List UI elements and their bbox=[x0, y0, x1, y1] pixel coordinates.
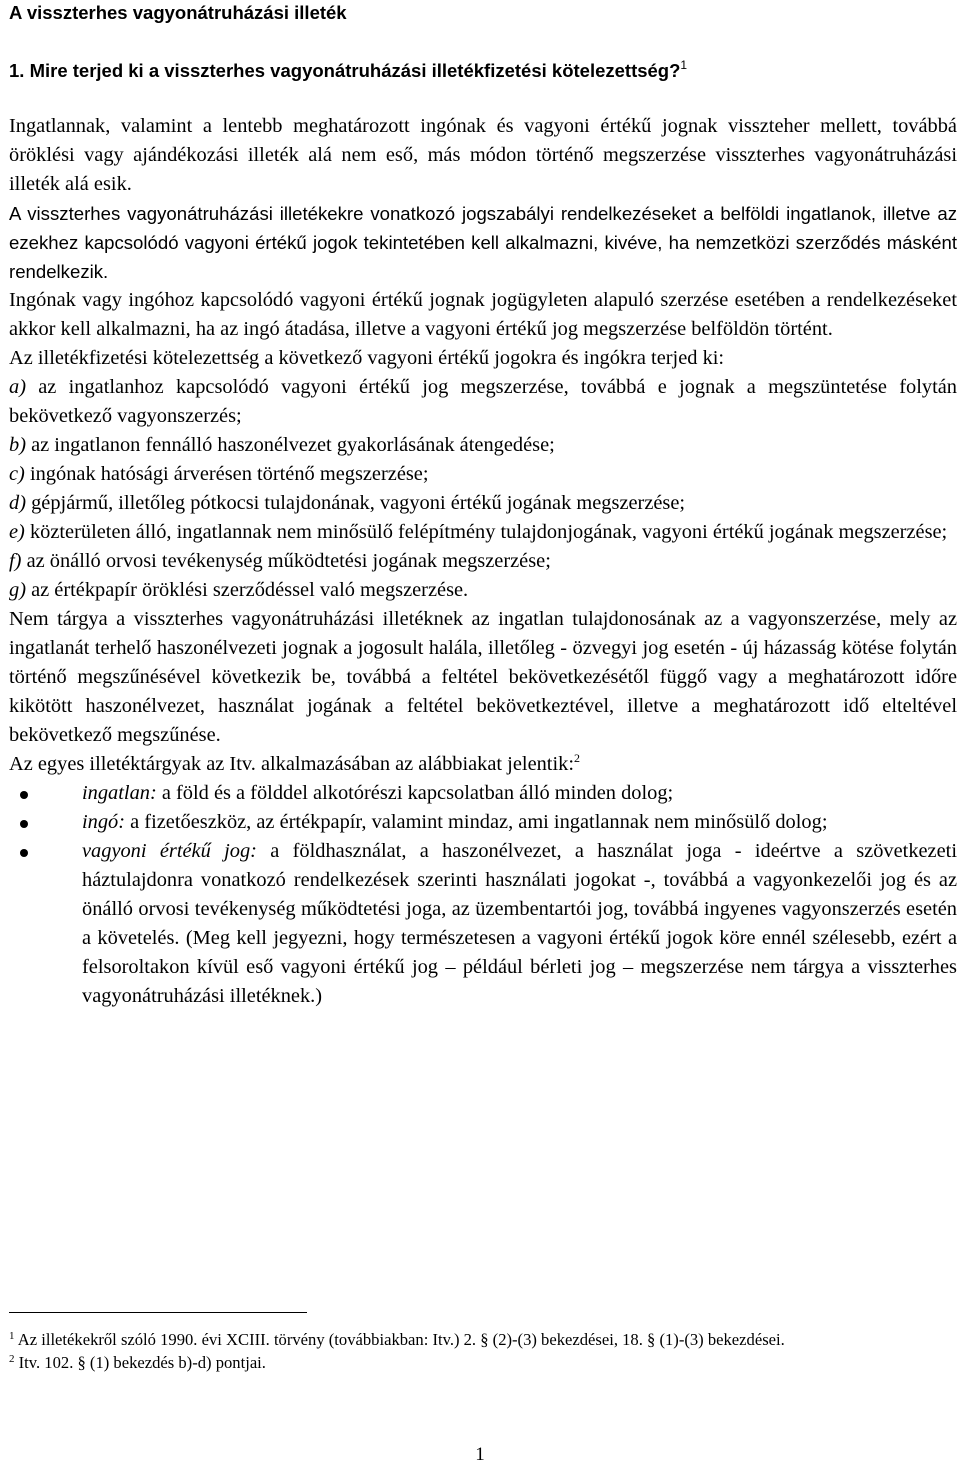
list-item-f bbox=[9, 547, 957, 576]
list-item-text: az ingatlanon fennálló haszonélvezet gyakorlásának átengedése; bbox=[26, 434, 555, 456]
definition-text: a földhasználat, a haszonélvezet, a használat joga - ideértve a szövetkezeti háztulajdonra vonatkozó rendelkezések szerinti használati jogokat -, továbbá a vagyonkezelői jog és az önálló orvosi tevékenység működtetési joga, az üzembentartói jog, továbbá ingyenes vagyonszerzés esetén a követelés. (Meg kell jegyezni, hogy természetesen a vagyoni értékű jogok köre ennél szélesebb, ezért a felsoroltakon kívül eső vagyoni értékű jog – például bérleti jog – megszerzése nem tárgya a visszterhes vagyonátruházási illetéknek.) bbox=[82, 840, 957, 1007]
list-item-b bbox=[9, 431, 957, 460]
footnote-text: Itv. 102. § (1) bekezdés b)-d) pontjai. bbox=[14, 1353, 266, 1372]
page-number: 1 bbox=[475, 1444, 485, 1465]
document-title: A visszterhes vagyonátruházási illeték bbox=[9, 2, 347, 23]
section-heading bbox=[9, 60, 687, 82]
list-item-label: c) bbox=[9, 463, 25, 485]
footnote-ref-2: 2 bbox=[574, 751, 581, 765]
list-item-label: e) bbox=[9, 521, 25, 543]
list-item-text: az értékpapír öröklési szerződéssel való megszerzése. bbox=[26, 579, 469, 601]
list-item-text: közterületen álló, ingatlannak nem minősülő felépítmény tulajdonjogának, vagyoni értékű jogának megszerzése; bbox=[24, 521, 948, 543]
list-item-g bbox=[9, 576, 957, 605]
footnote-number: 2 bbox=[9, 1353, 15, 1365]
body-text bbox=[9, 112, 957, 1011]
list-item-d bbox=[9, 489, 957, 518]
list-item-label: d) bbox=[9, 492, 26, 514]
list-item-a bbox=[9, 373, 957, 431]
footnote-number: 1 bbox=[9, 1330, 15, 1342]
bullet-icon bbox=[20, 820, 28, 828]
paragraph-6 bbox=[9, 750, 957, 779]
definition-list bbox=[9, 779, 957, 1011]
definition-text: a föld és a földdel alkotórészi kapcsolatban álló minden dolog; bbox=[156, 782, 674, 804]
paragraph-1: Ingatlannak, valamint a lentebb meghatározott ingónak és vagyoni értékű jognak visszteher mellett, továbbá öröklési vagy ajándékozási illeték alá nem eső, más módon történő megszerzése visszterhes vagyonátruházási illeték alá esik. bbox=[9, 115, 957, 195]
footnotes bbox=[9, 1328, 957, 1374]
list-item-label: b) bbox=[9, 434, 26, 456]
list-item-c bbox=[9, 460, 957, 489]
list-item-label: f) bbox=[9, 550, 22, 572]
footnote-separator bbox=[9, 1312, 307, 1313]
definition-term: ingó: bbox=[82, 811, 126, 833]
list-item-text: gépjármű, illetőleg pótkocsi tulajdonának, vagyoni értékű jogának megszerzése; bbox=[26, 492, 686, 514]
bullet-icon bbox=[20, 849, 28, 857]
list-item-label: g) bbox=[9, 579, 26, 601]
definition-item-ingo bbox=[9, 808, 957, 837]
paragraph-3: Ingónak vagy ingóhoz kapcsolódó vagyoni értékű jognak jogügyleten alapuló szerzése esetében a rendelkezéseket akkor kell alkalmazni, ha az ingó átadása, illetve a vagyoni értékű jog megszerzése belföldön történt. bbox=[9, 289, 957, 340]
paragraph-4: Az illetékfizetési kötelezettség a következő vagyoni értékű jogokra és ingókra terjed ki: bbox=[9, 347, 725, 369]
list-item-text: az önálló orvosi tevékenység működtetési jogának megszerzése; bbox=[21, 550, 551, 572]
list-item-label: a) bbox=[9, 376, 26, 398]
list-item-text: ingónak hatósági árverésen történő megszerzése; bbox=[24, 463, 429, 485]
definition-item-vagyoni-erteku-jog bbox=[9, 837, 957, 1011]
paragraph-5: Nem tárgya a visszterhes vagyonátruházási illetéknek az ingatlan tulajdonosának az a vagyonszerzése, mely az ingatlanát terhelő haszonélvezeti jognak a jogosult halála, illetőleg - özvegyi jog esetén - új házasság kötése folytán történő megszűnésével következik be, továbbá a feltétel bekövetkezésétől függő vagy a meghatározott időre kikötött haszonélvezet, használat jogának a feltétel bekövetkeztével, illetve a meghatározott idő elteltével bekövetkező megszűnése. bbox=[9, 608, 957, 746]
paragraph-2: A visszterhes vagyonátruházási illetékekre vonatkozó jogszabályi rendelkezéseket a belföldi ingatlanok, illetve az ezekhez kapcsolódó vagyoni értékű jogok tekintetében kell alkalmazni, kivéve, ha nemzetközi szerződés másként rendelkezik. bbox=[9, 203, 957, 282]
footnote-2 bbox=[9, 1351, 957, 1374]
definition-term: ingatlan: bbox=[82, 782, 157, 804]
definition-text: a fizetőeszköz, az értékpapír, valamint mindaz, ami ingatlannak nem minősülő dolog; bbox=[125, 811, 828, 833]
list-item-e bbox=[9, 518, 957, 547]
definition-term: vagyoni értékű jog: bbox=[82, 840, 257, 862]
definition-item-ingatlan bbox=[9, 779, 957, 808]
footnote-text: Az illetékekről szóló 1990. évi XCIII. törvény (továbbiakban: Itv.) 2. § (2)-(3) bekezdései, 18. § (1)-(3) bekezdései. bbox=[14, 1330, 785, 1349]
bullet-icon bbox=[20, 791, 28, 799]
paragraph-6-text: Az egyes illetéktárgyak az Itv. alkalmazásában az alábbiakat jelentik: bbox=[9, 753, 575, 775]
footnote-1 bbox=[9, 1328, 957, 1351]
footnote-ref-1: 1 bbox=[680, 58, 688, 72]
section-heading-text: 1. Mire terjed ki a visszterhes vagyonátruházási illetékfizetési kötelezettség? bbox=[9, 60, 681, 81]
list-item-text: az ingatlanhoz kapcsolódó vagyoni értékű jog megszerzése, továbbá e jognak a megszüntetése folytán bekövetkező vagyonszerzés; bbox=[9, 376, 957, 427]
